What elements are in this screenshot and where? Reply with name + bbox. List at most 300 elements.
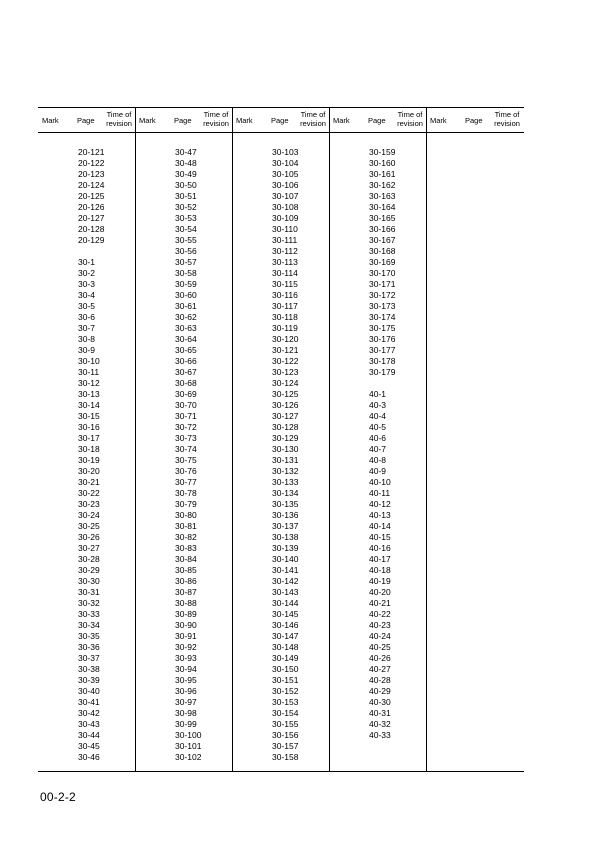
list-item [135,202,232,213]
page-number-cell: 40-4 [369,411,387,421]
page-number-cell: 30-73 [175,433,197,443]
header-mark: Mark [139,116,156,125]
page-number-cell: 30-136 [272,510,299,520]
page-number-cell: 30-116 [272,290,298,300]
page-number-cell: 40-30 [369,697,391,707]
list-item [135,378,232,389]
page-number-cell: 30-102 [175,752,202,762]
page-number-cell: 30-7 [78,323,96,333]
list-item [329,444,426,455]
list-item [38,609,135,620]
list-item [232,587,329,598]
page-number-cell: 30-32 [78,598,100,608]
header-mark: Mark [430,116,447,125]
page-number-cell: 30-142 [272,576,299,586]
list-item [329,730,426,741]
page-number-cell: 30-71 [175,411,197,421]
page-number-cell: 30-109 [272,213,299,223]
list-item [329,147,426,158]
page-number-cell: 30-64 [175,334,197,344]
list-item [232,246,329,257]
page-number-cell: 30-105 [272,169,299,179]
list-item [135,576,232,587]
page-number-cell: 30-96 [175,686,197,696]
page-number-cell: 40-7 [369,444,387,454]
list-item [329,477,426,488]
list-item [232,741,329,752]
list-item [329,301,426,312]
page-number-cell: 30-144 [272,598,299,608]
list-item [135,169,232,180]
page-number-cell: 40-14 [369,521,391,531]
page-number-cell: 40-20 [369,587,391,597]
page-number-cell: 30-79 [175,499,197,509]
page-number-cell: 30-122 [272,356,299,366]
page-number-cell: 30-147 [272,631,299,641]
page-number-cell: 30-101 [175,741,202,751]
list-item [232,147,329,158]
page-number-cell: 30-18 [78,444,100,454]
list-item [135,312,232,323]
list-item [38,411,135,422]
page-number-cell: 40-23 [369,620,391,630]
page-number-cell: 30-38 [78,664,100,674]
list-item [329,642,426,653]
page-number-cell: 20-127 [78,213,105,223]
list-item [38,389,135,400]
header-mark: Mark [236,116,253,125]
page-number-cell: 30-91 [175,631,197,641]
list-item [232,609,329,620]
list-item [135,488,232,499]
list-item [135,433,232,444]
list-item [135,290,232,301]
list-item [329,554,426,565]
list-item [38,169,135,180]
page-number-cell: 30-20 [78,466,100,476]
header-time-of-revision: Time of revision [494,110,520,128]
page-number-cell: 30-74 [175,444,197,454]
list-item [135,477,232,488]
list-item [232,510,329,521]
list-item [232,312,329,323]
page-number-cell: 20-121 [78,147,105,157]
page-number-cell: 30-50 [175,180,197,190]
list-item [135,741,232,752]
list-item [38,620,135,631]
list-item [135,532,232,543]
list-item [329,411,426,422]
page-number-cell: 30-157 [272,741,299,751]
list-item [135,565,232,576]
list-item [135,521,232,532]
list-item [135,345,232,356]
page-number-cell: 30-114 [272,268,298,278]
page-number-cell: 30-21 [78,477,100,487]
page-number-cell: 30-169 [369,257,396,267]
page-number-cell: 30-37 [78,653,100,663]
page-number-cell: 30-58 [175,268,197,278]
list-item [38,455,135,466]
page-number-cell: 30-153 [272,697,299,707]
list-item [232,466,329,477]
page-number-cell: 40-1 [369,389,387,399]
header-time-of-revision: Time of revision [106,110,132,128]
list-item [38,158,135,169]
page-number-cell: 30-15 [78,411,100,421]
list-item [329,334,426,345]
list-item [329,202,426,213]
page-number-cell: 30-138 [272,532,299,542]
list-item [135,301,232,312]
page-number-cell: 30-155 [272,719,299,729]
page-number-cell: 30-10 [78,356,100,366]
list-item [38,356,135,367]
page-number-cell: 30-97 [175,697,197,707]
page-number-cell: 30-106 [272,180,299,190]
page-number-cell: 30-33 [78,609,100,619]
list-item [38,279,135,290]
list-item [329,521,426,532]
page-number-cell: 40-16 [369,543,391,553]
page-number-cell: 30-135 [272,499,299,509]
list-item [232,598,329,609]
page-number-cell: 30-166 [369,224,396,234]
list-item [135,587,232,598]
page-number-cell: 30-98 [175,708,197,718]
page-number-cell: 30-29 [78,565,100,575]
list-item [38,301,135,312]
list-item [329,543,426,554]
page-number-cell: 30-127 [272,411,299,421]
page-number-cell: 30-42 [78,708,100,718]
list-item [232,499,329,510]
list-item [38,521,135,532]
page-number-cell: 40-3 [369,400,387,410]
page-number-cell: 30-12 [78,378,100,388]
list-item [232,290,329,301]
page-number-cell: 30-174 [369,312,396,322]
page-number-cell: 40-32 [369,719,391,729]
page-number-cell: 30-44 [78,730,100,740]
page-number-cell: 40-8 [369,455,387,465]
list-item [232,631,329,642]
page-number-cell: 30-34 [78,620,100,630]
header-time-of-revision: Time of revision [203,110,229,128]
list-item [232,675,329,686]
page-number-cell: 30-54 [175,224,197,234]
header-mark: Mark [333,116,350,125]
list-item [38,686,135,697]
page-number-cell: 30-65 [175,345,197,355]
list-item [232,323,329,334]
list-item [38,400,135,411]
page-number-cell: 40-13 [369,510,391,520]
page-number-cell: 30-108 [272,202,299,212]
list-item [135,246,232,257]
list-item [232,279,329,290]
list-item [135,708,232,719]
page-number-cell: 30-118 [272,312,298,322]
page-number-cell: 30-70 [175,400,197,410]
page-number-cell: 30-126 [272,400,299,410]
list-item [232,664,329,675]
list-item [232,444,329,455]
header-page: Page [77,116,95,125]
page-number-cell: 30-99 [175,719,197,729]
list-item [135,444,232,455]
list-item [38,653,135,664]
list-item [232,532,329,543]
page-number-cell: 30-24 [78,510,100,520]
list-item [38,246,135,257]
page-number-cell: 30-19 [78,455,100,465]
list-item [232,543,329,554]
page-number-cell: 20-126 [78,202,105,212]
list-item [232,752,329,763]
page-number-cell: 30-171 [369,279,396,289]
list-item [232,400,329,411]
list-item [232,422,329,433]
list-item [232,730,329,741]
page-number-cell: 30-149 [272,653,299,663]
page-number-cell: 40-12 [369,499,391,509]
list-item [135,642,232,653]
list-item [38,719,135,730]
list-item [329,708,426,719]
list-item [232,334,329,345]
page-number-cell: 30-100 [175,730,202,740]
page-number-cell: 20-123 [78,169,105,179]
page-number-cell: 30-134 [272,488,299,498]
page-number-cell: 30-140 [272,554,299,564]
list-item [135,499,232,510]
page-number-cell: 30-16 [78,422,100,432]
list-item [135,455,232,466]
page-number-cell: 30-61 [175,301,197,311]
page-number-cell: 30-82 [175,532,197,542]
page-number-cell: 20-124 [78,180,105,190]
header-page: Page [465,116,483,125]
list-item [329,576,426,587]
list-item [135,543,232,554]
list-item [232,158,329,169]
list-item [329,697,426,708]
header-page: Page [271,116,289,125]
list-item [329,455,426,466]
list-item [38,235,135,246]
page-number-cell: 30-137 [272,521,299,531]
list-item [232,488,329,499]
page-number-cell: 30-48 [175,158,197,168]
page-number-cell: 40-18 [369,565,391,575]
list-item [135,664,232,675]
page-number-cell: 30-87 [175,587,197,597]
list-item [232,455,329,466]
list-item [232,180,329,191]
list-item [329,433,426,444]
page-number-cell: 30-35 [78,631,100,641]
list-item [38,345,135,356]
list-item [135,686,232,697]
page-number-cell: 30-6 [78,312,96,322]
page-number-cell: 30-47 [175,147,197,157]
list-item [329,235,426,246]
page-number-cell: 20-128 [78,224,105,234]
list-item [232,620,329,631]
page-number-cell: 30-175 [369,323,396,333]
page-number-cell: 30-57 [175,257,197,267]
page-list [329,147,426,741]
page-number-cell: 30-120 [272,334,299,344]
list-item [329,510,426,521]
page-number-cell: 30-27 [78,543,100,553]
page-number-cell: 30-68 [175,378,197,388]
list-item [232,708,329,719]
page-number-cell: 30-150 [272,664,299,674]
list-item [38,565,135,576]
list-item [38,224,135,235]
page-number-cell: 30-59 [175,279,197,289]
list-item [135,730,232,741]
list-item [38,488,135,499]
page-number-cell: 30-60 [175,290,197,300]
column-group [329,107,426,772]
page-number-cell: 30-165 [369,213,396,223]
page-number-cell: 30-63 [175,323,197,333]
list-item [329,565,426,576]
list-item [135,697,232,708]
page-number-cell: 30-17 [78,433,100,443]
page-number-cell: 30-77 [175,477,197,487]
page-number-cell: 30-173 [369,301,396,311]
list-item [38,598,135,609]
list-item [329,279,426,290]
page-number-cell: 30-9 [78,345,96,355]
list-item [38,697,135,708]
page-number-cell: 40-22 [369,609,391,619]
list-item [232,477,329,488]
page-number-cell: 30-129 [272,433,299,443]
list-item [232,576,329,587]
list-item [329,158,426,169]
list-item [38,532,135,543]
page-number-cell: 30-76 [175,466,197,476]
page-number-cell: 40-19 [369,576,391,586]
list-item [329,191,426,202]
page-number-cell: 30-163 [369,191,396,201]
list-item [329,598,426,609]
page-number-cell: 30-177 [369,345,396,355]
list-item [135,367,232,378]
list-item [329,532,426,543]
page-number-cell: 30-46 [78,752,100,762]
list-item [232,268,329,279]
list-item [232,191,329,202]
list-item [135,213,232,224]
page-number-cell: 40-24 [369,631,391,641]
list-item [135,422,232,433]
list-item [232,554,329,565]
list-item [329,631,426,642]
list-item [232,202,329,213]
page-number-cell: 30-22 [78,488,100,498]
page-number-cell: 40-15 [369,532,391,542]
page-number-cell: 30-36 [78,642,100,652]
revision-table [38,107,524,772]
list-item [38,708,135,719]
list-item [232,301,329,312]
list-item [329,719,426,730]
page-number-cell: 30-123 [272,367,299,377]
page-number-cell: 30-133 [272,477,299,487]
list-item [232,389,329,400]
page-number-cell: 30-103 [272,147,299,157]
page-number-cell: 30-85 [175,565,197,575]
page-number-cell: 30-78 [175,488,197,498]
list-item [232,378,329,389]
page-number-cell: 30-2 [78,268,96,278]
list-item [232,521,329,532]
page-list [135,147,232,763]
list-item [135,719,232,730]
list-item [232,686,329,697]
page-number-cell: 30-159 [369,147,396,157]
page-number-cell: 30-49 [175,169,197,179]
page-number-cell: 20-125 [78,191,105,201]
list-item [38,499,135,510]
page-number-cell: 40-17 [369,554,391,564]
page-number-cell: 30-158 [272,752,299,762]
page-number-cell: 30-167 [369,235,396,245]
list-item [135,675,232,686]
list-item [38,510,135,521]
list-item [38,202,135,213]
list-item [329,587,426,598]
list-item [135,268,232,279]
page-number-cell: 30-88 [175,598,197,608]
column-group [232,107,329,772]
list-item [135,356,232,367]
list-item [38,664,135,675]
page-number-cell: 20-129 [78,235,105,245]
page-number-cell: 30-115 [272,279,298,289]
list-item [38,543,135,554]
list-item [232,213,329,224]
list-item [232,697,329,708]
column-group [426,107,523,772]
page-number-cell: 30-168 [369,246,396,256]
list-item [38,642,135,653]
list-item [38,587,135,598]
list-item [232,169,329,180]
list-item [38,257,135,268]
page-number-cell: 30-23 [78,499,100,509]
list-item [232,411,329,422]
page-list [38,147,135,763]
list-item [232,235,329,246]
page-number-cell: 30-111 [272,235,298,245]
page-number-cell: 30-3 [78,279,96,289]
page-number-cell: 30-117 [272,301,298,311]
page-number-cell: 30-81 [175,521,197,531]
page-number-cell: 30-176 [369,334,396,344]
list-item [329,466,426,477]
page-number-cell: 30-94 [175,664,197,674]
list-item [38,378,135,389]
page-number-cell: 30-125 [272,389,299,399]
list-item [329,257,426,268]
